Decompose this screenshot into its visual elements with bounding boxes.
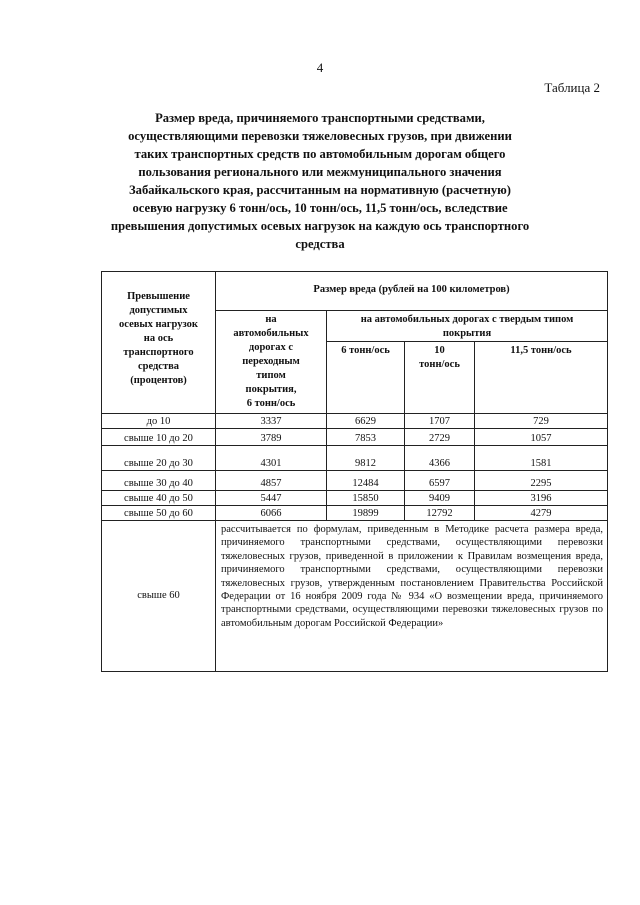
damage-table: [101, 271, 608, 672]
title-line: Забайкальского края, рассчитанным на нормативную (расчетную): [129, 183, 511, 197]
table-row: [102, 446, 608, 471]
header-11-5-ton: 11,5 тонн/ось: [475, 342, 608, 414]
document-title: [95, 109, 545, 253]
header-axle-overload: Превышение допустимых осевых нагрузок на ось транспортного средства (процентов): [102, 272, 216, 414]
title-line: пользования регионального или межмуниципального значения: [138, 165, 502, 179]
row-label: свыше 40 до 50: [102, 491, 216, 506]
value-transitional: 3337: [216, 414, 327, 429]
value-6-ton: 9812: [327, 446, 405, 471]
row-label: свыше 50 до 60: [102, 506, 216, 521]
value-transitional: 5447: [216, 491, 327, 506]
table-row: [102, 491, 608, 506]
value-6-ton: 6629: [327, 414, 405, 429]
title-line: осевую нагрузку 6 тонн/ось, 10 тонн/ось, 11,5 тонн/ось, вследствие: [132, 201, 508, 215]
page-number: 4: [316, 60, 324, 75]
value-10-ton: 2729: [405, 429, 475, 446]
row-label: до 10: [102, 414, 216, 429]
value-transitional: 4301: [216, 446, 327, 471]
value-6-ton: 12484: [327, 471, 405, 491]
value-10-ton: 9409: [405, 491, 475, 506]
row-label: свыше 10 до 20: [102, 429, 216, 446]
row-label: свыше 30 до 40: [102, 471, 216, 491]
header-6-ton: 6 тонн/ось: [327, 342, 405, 414]
value-6-ton: 7853: [327, 429, 405, 446]
value-transitional: 4857: [216, 471, 327, 491]
row-label: свыше 60: [102, 521, 216, 672]
value-11-5-ton: 1581: [475, 446, 608, 471]
value-10-ton: 12792: [405, 506, 475, 521]
table-row: [102, 506, 608, 521]
row-label: свыше 20 до 30: [102, 446, 216, 471]
value-10-ton: 4366: [405, 446, 475, 471]
table-row: [102, 471, 608, 491]
value-transitional: 6066: [216, 506, 327, 521]
title-line: Размер вреда, причиняемого транспортными средствами,: [155, 111, 485, 125]
table-label: Таблица 2: [544, 80, 600, 95]
table-row: [102, 429, 608, 446]
title-line: превышения допустимых осевых нагрузок на каждую ось транспортного: [110, 219, 530, 233]
value-10-ton: 6597: [405, 471, 475, 491]
header-hard-surface-roads: на автомобильных дорогах с твердым типом покрытия: [327, 311, 608, 342]
value-11-5-ton: 729: [475, 414, 608, 429]
value-6-ton: 15850: [327, 491, 405, 506]
value-11-5-ton: 2295: [475, 471, 608, 491]
value-11-5-ton: 4279: [475, 506, 608, 521]
header-damage-size: Размер вреда (рублей на 100 километров): [216, 272, 608, 311]
value-10-ton: 1707: [405, 414, 475, 429]
table-row: [102, 414, 608, 429]
value-transitional: 3789: [216, 429, 327, 446]
value-11-5-ton: 1057: [475, 429, 608, 446]
header-10-ton: 10 тонн/ось: [405, 342, 475, 414]
calculation-note: рассчитывается по формулам, приведенным в Методике расчета размера вреда, причиняемого транспортными средствами, осуществляющими перевозки тяжеловесных грузов, приведенной в приложении к Правилам возмещения вреда, причиняемого транспортными средствами, осуществляющими перевозки тяжеловесных грузов, утвержденным постановлением Правительства Российской Федерации от 16 ноября 2009 года № 934 «О возмещении вреда, причиняемого транспортными средствами, осуществляющими перевозки тяжеловесных грузов по автомобильным дорогам Российской Федерации»: [216, 521, 608, 672]
title-line: осуществляющими перевозки тяжеловесных грузов, при движении: [128, 129, 512, 143]
value-6-ton: 19899: [327, 506, 405, 521]
title-line: таких транспортных средств по автомобильным дорогам общего: [134, 147, 506, 161]
title-line: средства: [295, 237, 345, 251]
value-11-5-ton: 3196: [475, 491, 608, 506]
header-transitional-roads: на автомобильных дорогах с переходным типом покрытия, 6 тонн/ось: [216, 311, 327, 414]
table-row: [102, 521, 608, 672]
